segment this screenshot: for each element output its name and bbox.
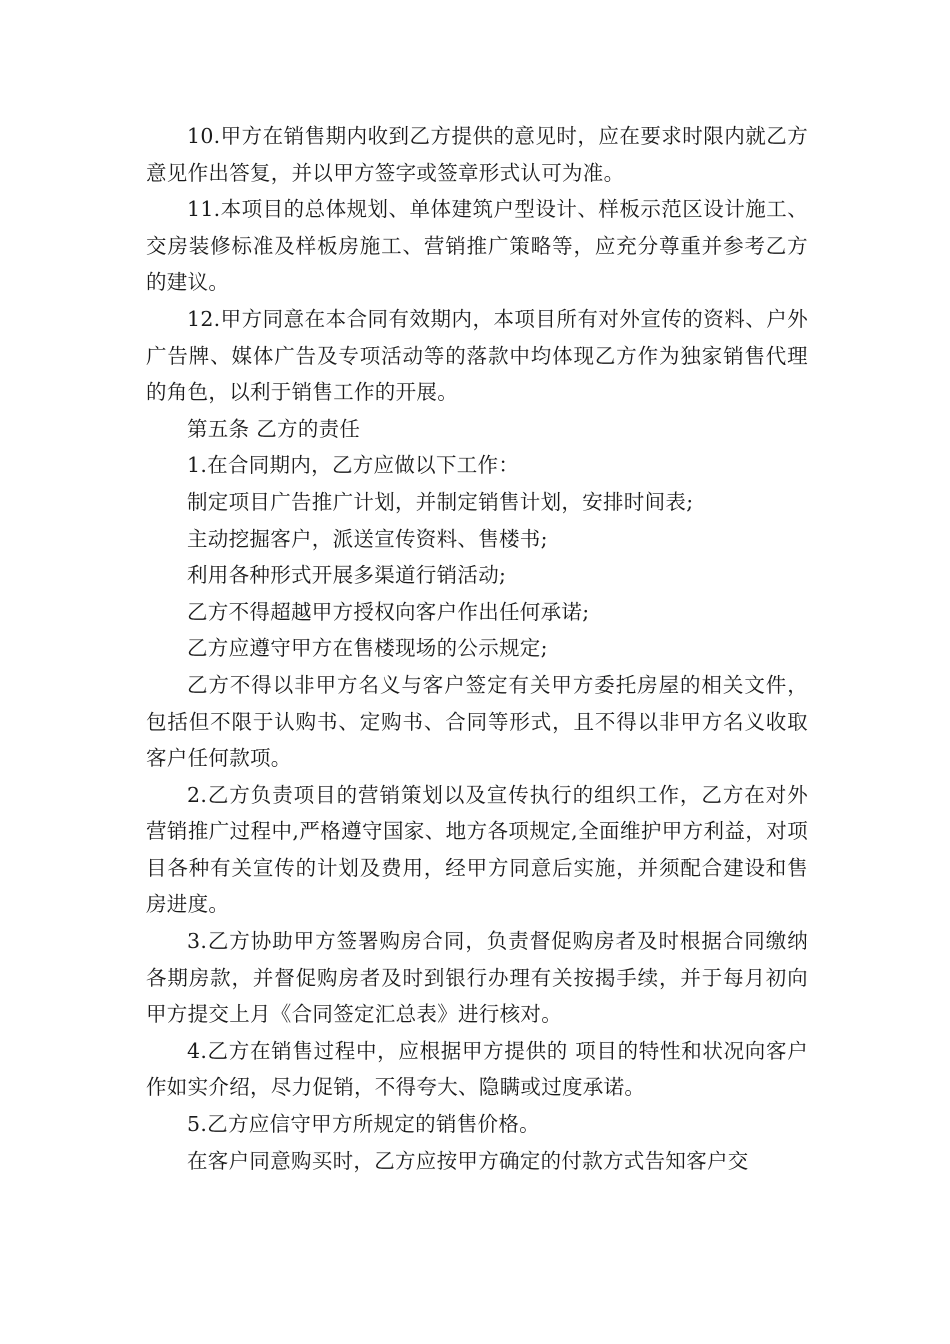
paragraph-clause-11: 11.本项目的总体规划、单体建筑户型设计、样板示范区设计施工、交房装修标准及样板房施工、营销推广策略等，应充分尊重并参考乙方的建议。 xyxy=(146,197,808,295)
paragraph-duty-5: 5.乙方应信守甲方所规定的销售价格。 xyxy=(187,1112,540,1137)
list-item-rules: 乙方应遵守甲方在售楼现场的公示规定; xyxy=(187,636,548,661)
list-item-no-promise: 乙方不得超越甲方授权向客户作出任何承诺; xyxy=(187,599,590,624)
list-item-customers: 主动挖掘客户，派送宣传资料、售楼书; xyxy=(187,526,548,551)
paragraph-duty-4: 4.乙方在销售过程中，应根据甲方提供的 项目的特性和状况向客户作如实介绍，尽力促销，不得夸大、隐瞒或过度承诺。 xyxy=(146,1038,808,1100)
list-item-activities: 利用各种形式开展多渠道行销活动; xyxy=(187,563,507,588)
section-heading-article-5: 第五条 乙方的责任 xyxy=(187,416,361,441)
list-item-plan: 制定项目广告推广计划，并制定销售计划，安排时间表; xyxy=(187,489,694,514)
document-body xyxy=(146,118,808,1179)
paragraph-clause-10: 10.甲方在销售期内收到乙方提供的意见时，应在要求时限内就乙方意见作出答复，并以甲方签字或签章形式认可为准。 xyxy=(146,124,808,185)
paragraph-duty-3: 3.乙方协助甲方签署购房合同，负责督促购房者及时根据合同缴纳各期房款，并督促购房者及时到银行办理有关按揭手续，并于每月初向甲方提交上月《合同签定汇总表》进行核对。 xyxy=(146,929,808,1027)
paragraph-no-sign: 乙方不得以非甲方名义与客户签定有关甲方委托房屋的相关文件，包括但不限于认购书、定购书、合同等形式，且不得以非甲方名义收取客户任何款项。 xyxy=(146,672,808,771)
paragraph-duty-2: 2.乙方负责项目的营销策划以及宣传执行的组织工作，乙方在对外营销推广过程中,严格遵守国家、地方各项规定,全面维护甲方利益，对项目各种有关宣传的计划及费用，经甲方同意后实施，并须配合建设和售房进度。 xyxy=(146,782,808,917)
paragraph-payment: 在客户同意购买时，乙方应按甲方确定的付款方式告知客户交 xyxy=(187,1148,749,1173)
paragraph-duty-1: 1.在合同期内，乙方应做以下工作： xyxy=(187,453,520,478)
paragraph-clause-12: 12.甲方同意在本合同有效期内，本项目所有对外宣传的资料、户外广告牌、媒体广告及专项活动等的落款中均体现乙方作为独家销售代理的角色，以利于销售工作的开展。 xyxy=(146,306,808,405)
